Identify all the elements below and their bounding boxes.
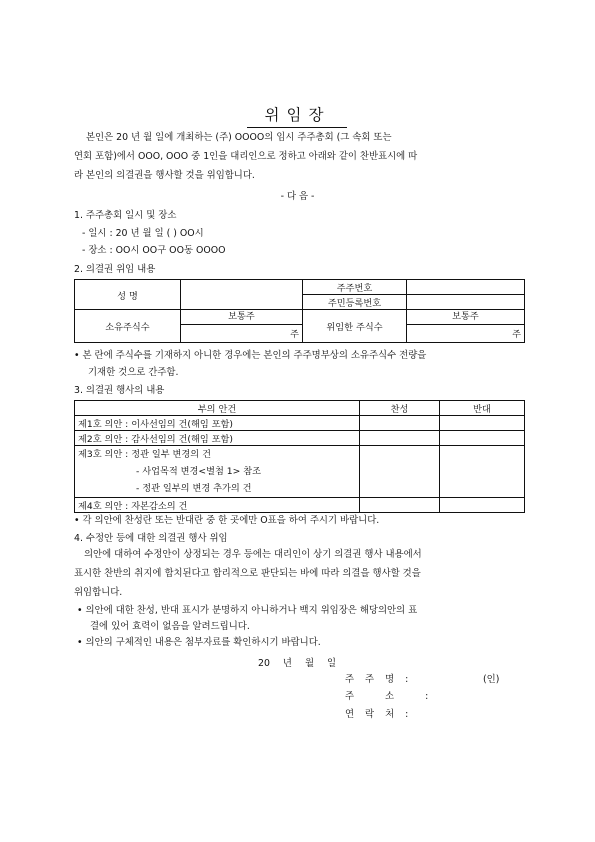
voting-table (74, 400, 525, 513)
agenda-row-2: 제2호 의안 : 감사선임의 건(해임 포함) (75, 431, 360, 446)
section4-body-line-3: 위임합니다. (74, 587, 123, 598)
oppose-cell-4[interactable] (440, 498, 525, 513)
delegated-shares-label: 위임한 주식수 (303, 310, 407, 343)
section2-note-line-2: 기재한 것으로 간주함. (88, 367, 179, 378)
signature-seal: (인) (483, 674, 500, 685)
delegated-common-stock-label: 보통주 (407, 310, 524, 325)
delegated-shares-cell[interactable] (407, 310, 525, 343)
owned-ju-unit: 주 (290, 329, 299, 340)
approve-cell-2[interactable] (360, 431, 440, 446)
oppose-cell-1[interactable] (440, 416, 525, 431)
agenda-row-3-sub-2: - 정관 일부의 변경 추가의 건 (136, 483, 252, 494)
section1-place-line: - 장소 : OO시 OO구 OO동 OOOO (82, 245, 226, 256)
owned-common-stock-label: 보통주 (181, 310, 302, 325)
agenda-row-3-sub-1: - 사업목적 변경<별첨 1> 참조 (136, 466, 261, 477)
resident-no-label: 주민등록번호 (303, 295, 407, 310)
signature-address-label: 주 소 : (345, 691, 429, 702)
resident-no-value-cell[interactable] (407, 295, 525, 310)
agenda-header: 부의 안건 (75, 401, 360, 416)
section4-note1-line-2: 결에 있어 효력이 없음을 알려드립니다. (90, 621, 250, 632)
shareholder-no-value-cell[interactable] (407, 280, 525, 295)
agenda-row-3: 제3호 의안 : 정관 일부 변경의 건 (78, 449, 211, 460)
section4-body-line-1: 의안에 대하여 수정안이 상정되는 경우 등에는 대리인이 상기 의결권 행사 내용에서 (84, 549, 422, 560)
section4-note2: • 의안의 구체적인 내용은 첨부자료를 확인하시기 바랍니다. (77, 637, 321, 648)
delegation-table (74, 279, 525, 343)
approve-cell-4[interactable] (360, 498, 440, 513)
section4-note1-line-1: • 의안에 대한 찬성, 반대 표시가 분명하지 아니하거나 백지 위임장은 해당의안의 표 (77, 605, 418, 616)
section1-date-line: - 일시 : 20 년 월 일 ( ) OO시 (82, 228, 204, 239)
section3-heading: 3. 의결권 행사의 내용 (74, 385, 165, 396)
section4-body (74, 545, 422, 602)
intro-line-2: 연회 포함)에서 OOO, OOO 중 1인을 대리인으로 정하고 아래와 같이 찬반표시에 따 (74, 151, 418, 162)
owned-shares-label: 소유주식수 (75, 310, 181, 343)
intro-line-3: 라 본인의 의결권을 행사할 것을 위임합니다. (74, 170, 255, 181)
owned-shares-cell[interactable] (181, 310, 303, 343)
section2-heading: 2. 의결권 위임 내용 (74, 264, 156, 275)
approve-cell-1[interactable] (360, 416, 440, 431)
agenda-row-4: 제4호 의안 : 자본감소의 건 (75, 498, 360, 513)
approve-header: 찬성 (360, 401, 440, 416)
shareholder-no-label: 주주번호 (303, 280, 407, 295)
approve-cell-3[interactable] (360, 446, 440, 498)
signature-date: 20 년 월 일 (258, 658, 337, 669)
document-title: 위임장 (264, 106, 331, 124)
oppose-cell-3[interactable] (440, 446, 525, 498)
oppose-header: 반대 (440, 401, 525, 416)
intro-paragraph (74, 128, 417, 185)
section3-note: • 각 의안에 찬성란 또는 반대란 중 한 곳에만 O표을 하여 주시기 바랍니다. (74, 515, 380, 526)
oppose-cell-2[interactable] (440, 431, 525, 446)
name-label: 성 명 (75, 280, 181, 310)
agenda-row-3-cell (75, 446, 360, 498)
signature-name-label: 주 주 명 : (345, 674, 409, 685)
name-value-cell[interactable] (181, 280, 303, 310)
section1-heading: 1. 주주총회 일시 및 장소 (74, 210, 177, 221)
signature-contact-label: 연 락 처 : (345, 709, 409, 720)
section4-body-line-2: 표시한 찬반의 취지에 합치된다고 합리적으로 판단되는 바에 따라 의결을 행사할 것을 (74, 568, 421, 579)
section4-heading: 4. 수정안 등에 대한 의결권 행사 위임 (74, 533, 228, 544)
section2-note-line-1: • 본 란에 주식수를 기재하지 아니한 경우에는 본인의 주주명부상의 소유주식수 전량을 (74, 350, 427, 361)
daeum-heading: - 다 음 - (280, 191, 315, 202)
delegated-ju-unit: 주 (512, 329, 521, 340)
agenda-row-1: 제1호 의안 : 이사선임의 건(해임 포함) (75, 416, 360, 431)
intro-line-1: 본인은 20 년 월 일에 개최하는 (주) OOOO의 임시 주주총회 (그 속회 또는 (86, 132, 392, 143)
